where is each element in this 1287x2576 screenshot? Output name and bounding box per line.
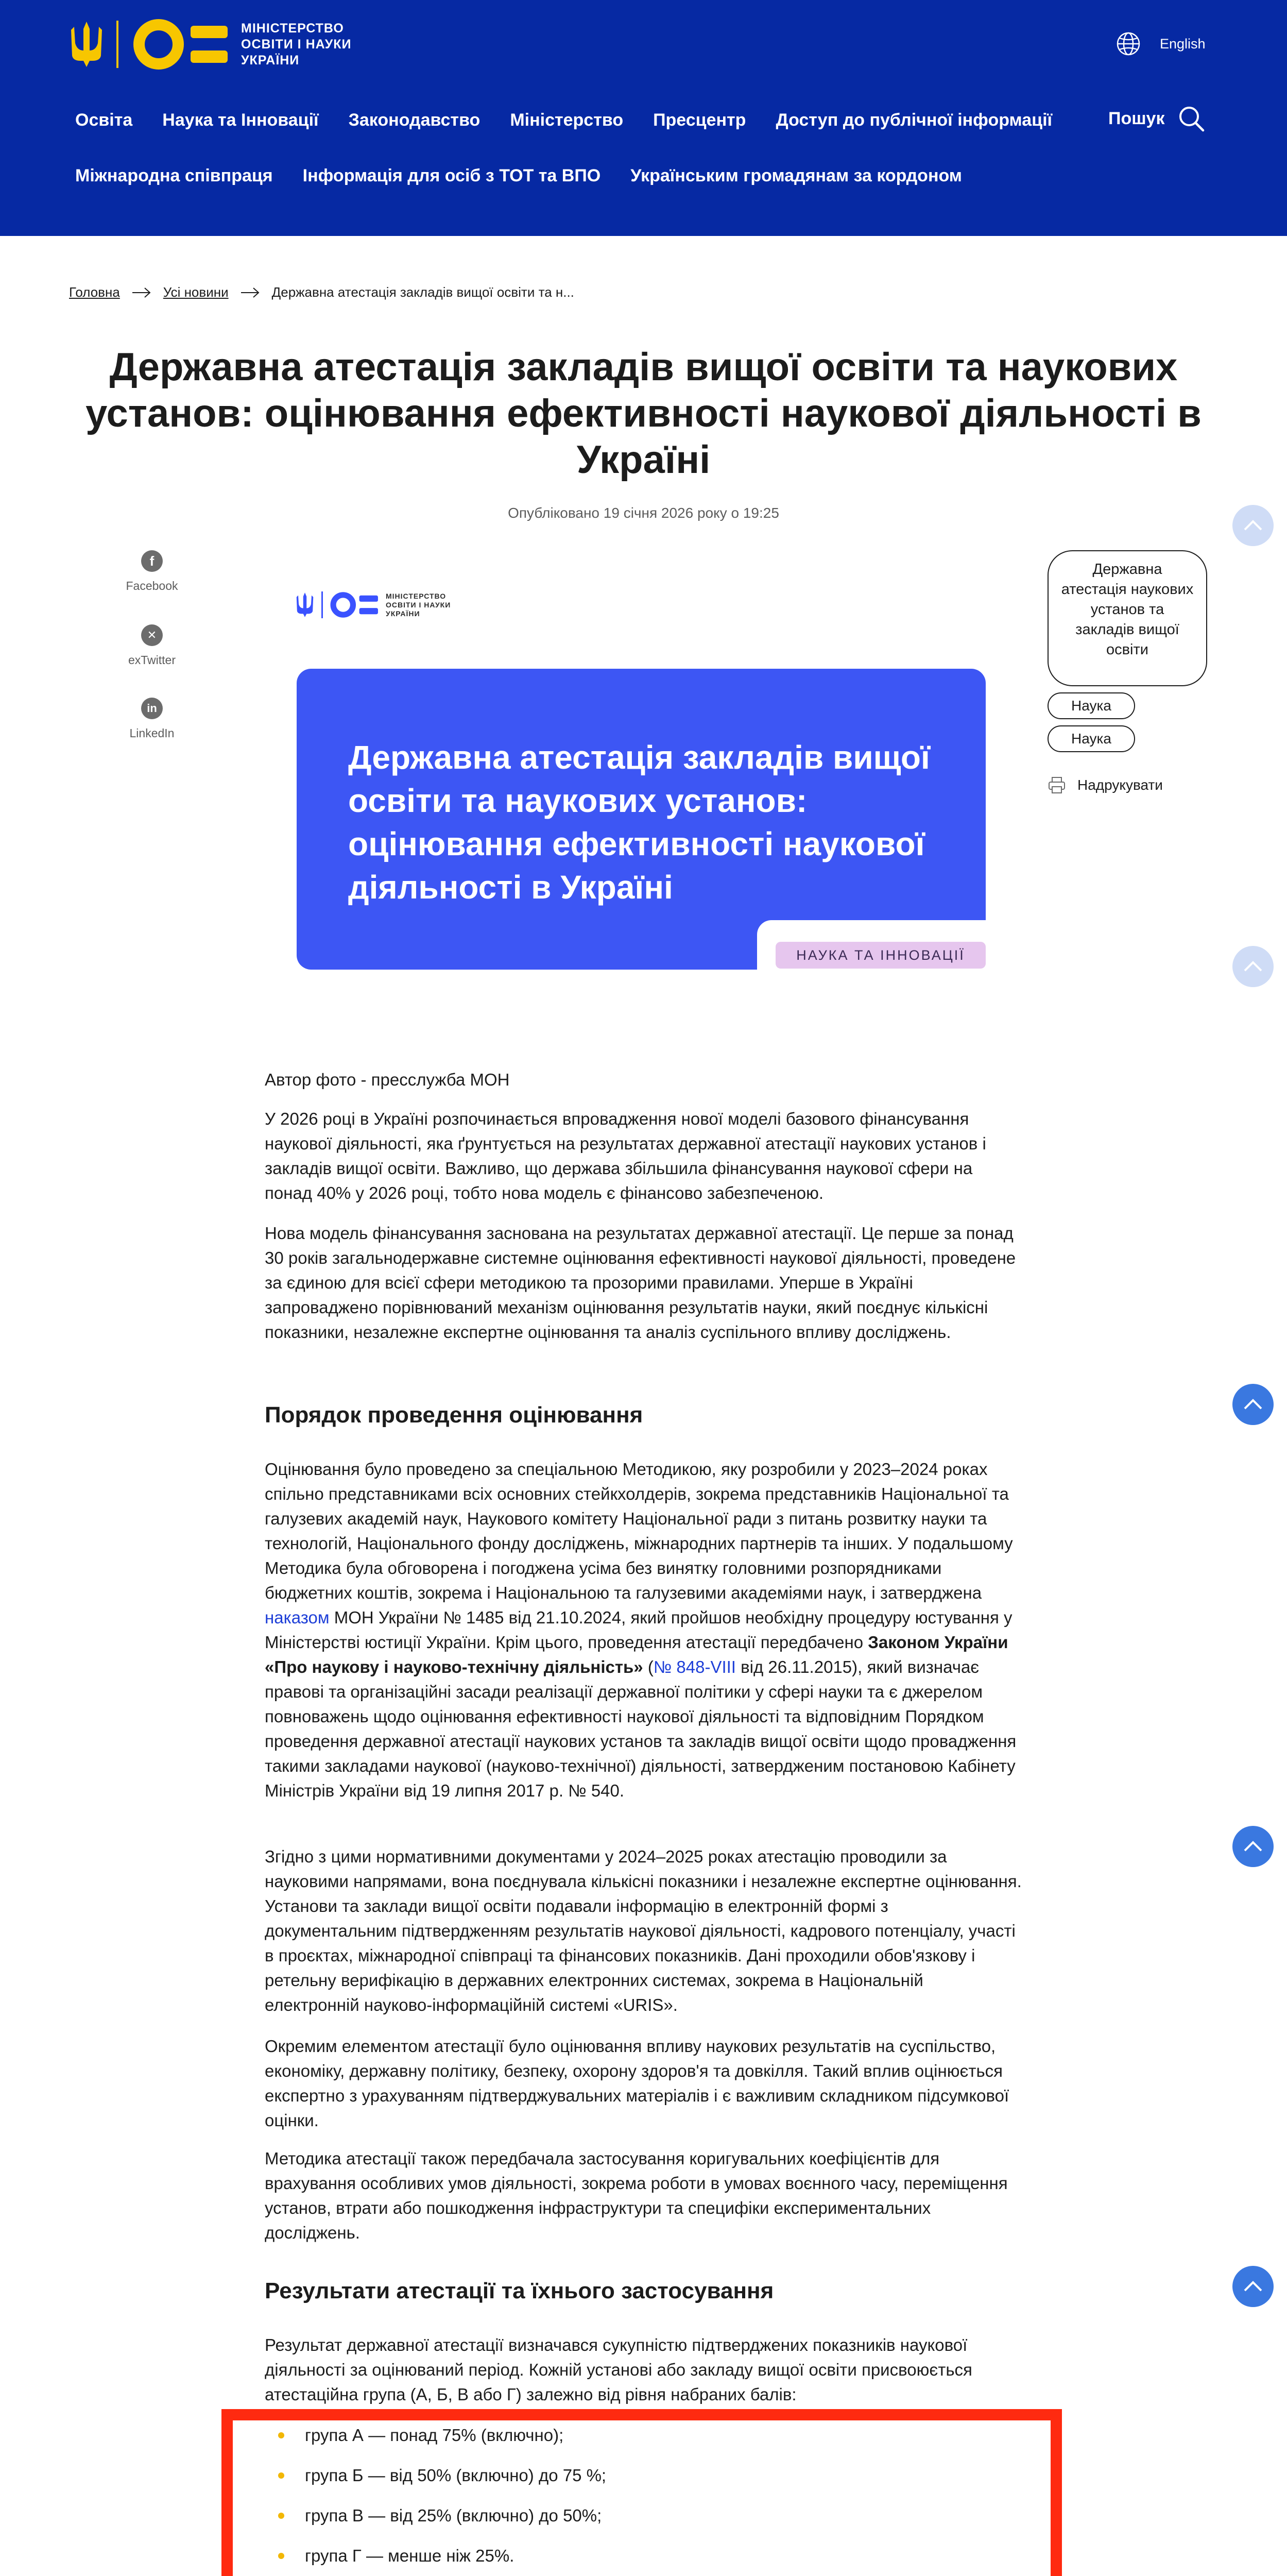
hero-category-badge: НАУКА ТА ІННОВАЦІЇ (776, 942, 986, 969)
chevron-up-icon (1243, 2277, 1263, 2296)
arrow-right-icon (240, 286, 261, 299)
list-item: група Б — від 50% (включно) до 75 %; (278, 2466, 606, 2485)
published-date: Опубліковано 19 січня 2026 року о 19:25 (508, 505, 779, 521)
article-paragraph: Оцінювання було проведено за спеціальною Методикою, яку розробили у 2023–2024 роках спільно представниками всіх основних стейкхолдерів, зокрема представників Національної та галузевих академій наук, Наукового комітету Національної ради з питань розвитку науки та технологій, Національного фонду досліджень, міжнародних партнерів та інших. У подальшому Методика була обговорена і погоджена усіма без винятку головними розпорядниками бюджетних коштів, зокрема і Національною та галузевими академіями наук, і затверджена наказом МОН України № 1485 від 21.10.2024, який пройшов необхідну процедуру юстування у Міністерстві юстиції України. Крім цього, проведення атестації передбачено Законом України «Про наукову і науково-технічну діяльність» (№ 848-VIII від 26.11.2015), який визначає правові та організаційні засади реалізації державної політики у сфері науки та є джерелом повноважень щодо оцінювання ефективності наукової діяльності та відповідним Порядком проведення державної атестації наукових установ та закладів вищої освіти щодо провадження такими закладами наукової (науково-технічної) діяльності, затвердженим постановою Кабінету Міністрів України від 19 липня 2017 р. № 540. (265, 1460, 1017, 1800)
hero-logo-text: МІНІСТЕРСТВО ОСВІТИ І НАУКИ УКРАЇНИ (386, 591, 451, 618)
breadcrumb (69, 284, 574, 300)
scroll-up-button[interactable] (1232, 1384, 1274, 1425)
law-name: Законом України «Про наукову і науково-технічну діяльність» (265, 1633, 1008, 1676)
search-icon (1177, 104, 1206, 133)
section-heading: Порядок проведення оцінювання (265, 1402, 643, 1428)
scroll-up-button[interactable] (1232, 505, 1274, 546)
globe-icon (1116, 31, 1141, 57)
search-label: Пошук (1108, 108, 1165, 128)
nav-education[interactable]: Освіта (75, 110, 133, 130)
share-linkedin-label: LinkedIn (129, 726, 175, 740)
photo-credit: Автор фото - пресслужба МОН (265, 1070, 510, 1089)
article-paragraph: Згідно з цими нормативними документами у 2024–2025 роках атестацію проводили за науковими напрямами, вона поєднувала кількісні показники і незалежне експертне оцінювання. Установи та заклади вищої освіти подавали інформацію в електронній формі з документальним підтвердженням результатів наукової діяльності, кадрового потенціалу, участі в проєктах, міжнародної співпраці та фінансових показників. Дані проходили обов'язкову і ретельну верифікацію в державних електронних системах, зокрема в Національній електронній науково-інформаційній системі «URIS». (265, 1847, 1022, 2014)
share-facebook[interactable] (124, 550, 180, 593)
share-twitter-label: exTwitter (128, 653, 176, 667)
nav-press-center[interactable]: Пресцентр (653, 110, 746, 130)
facebook-icon: f (141, 550, 163, 572)
share-facebook-label: Facebook (126, 579, 178, 592)
language-switch[interactable] (1116, 31, 1206, 57)
article-paragraph: Окремим елементом атестації було оцінювання впливу наукових результатів на суспільство, економіку, державну політику, безпеку, охорону здоров'я та довкілля. Такий вплив оцінюється експертно з урахуванням підтверджувальних матеріалів і є важливим складником підсумкової оцінки. (265, 2037, 1009, 2130)
printer-icon (1048, 776, 1066, 794)
nav-legislation[interactable]: Законодавство (348, 110, 481, 130)
tag-science-2[interactable]: Наука (1048, 725, 1135, 752)
list-item: група А — понад 75% (включно); (278, 2426, 563, 2445)
logo-divider (116, 21, 118, 68)
list-item: група В — від 25% (включно) до 50%; (278, 2506, 602, 2526)
chevron-up-icon (1243, 957, 1263, 976)
share-linkedin[interactable] (124, 698, 180, 740)
nav-abroad[interactable]: Українським громадянам за кордоном (630, 166, 962, 185)
nav-science[interactable]: Наука та Інновації (162, 110, 319, 130)
logo-divider (321, 591, 323, 618)
main-nav-row-2 (75, 166, 962, 186)
language-label: English (1160, 36, 1206, 52)
logo-text: МІНІСТЕРСТВО ОСВІТИ І НАУКИ УКРАЇНИ (241, 21, 352, 67)
chevron-up-icon (1243, 1395, 1263, 1414)
scroll-up-button[interactable] (1232, 1826, 1274, 1867)
nav-international[interactable]: Міжнародна співпраця (75, 166, 273, 185)
chevron-up-icon (1243, 516, 1263, 535)
nav-tot-vpo[interactable]: Інформація для осіб з ТОТ та ВПО (302, 166, 601, 185)
page-title: Державна атестація закладів вищої освіти та наукових установ: оцінювання ефективності наукової діяльності в Україні (85, 345, 1202, 482)
mon-mark-icon (133, 19, 231, 70)
list-item: група Г — менше ніж 25%. (278, 2546, 514, 2566)
hero-title: Державна атестація закладів вищої освіти та наукових установ: оцінювання ефективності наукової діяльності в Україні (348, 739, 930, 906)
trident-icon (70, 20, 103, 69)
chevron-up-icon (1243, 1837, 1263, 1856)
arrow-right-icon (131, 286, 152, 299)
scroll-up-button[interactable] (1232, 946, 1274, 987)
breadcrumb-home[interactable]: Головна (69, 284, 120, 300)
article-paragraph: Методика атестації також передбачала застосування коригувальних коефіцієнтів для врахування особливих умов діяльності, зокрема роботи в умовах воєнного часу, переміщення установ, втрати або пошкодження інфраструктури та специфіки експериментальних досліджень. (265, 2149, 1008, 2242)
section-heading: Результати атестації та їхнього застосування (265, 2278, 774, 2303)
order-link[interactable]: наказом (265, 1608, 330, 1627)
site-header (0, 0, 1287, 236)
mon-mark-icon (330, 591, 380, 618)
highlight-box (221, 2409, 1062, 2576)
nav-ministry[interactable]: Міністерство (510, 110, 624, 130)
article-paragraph: Результат державної атестації визначався сукупністю підтверджених показників наукової діяльності за оцінюваний період. Кожній установі або закладу вищої освіти присвоюється атестаційна група (А, Б, В або Г) залежно від рівня набраних балів: (265, 2335, 972, 2404)
x-twitter-icon: ✕ (141, 624, 163, 646)
linkedin-icon: in (141, 698, 163, 719)
article-paragraph: У 2026 році в Україні розпочинається впровадження нової моделі базового фінансування наукової діяльності, яка ґрунтується на результатах державної атестації наукових установ і закладів вищої освіти. Важливо, що держава збільшила фінансування наукової сфери на понад 40% у 2026 році, тобто нова модель є фінансово забезпеченою. (265, 1109, 986, 1202)
search-button[interactable] (1108, 104, 1206, 133)
trident-icon (296, 591, 314, 618)
breadcrumb-news[interactable]: Усі новини (163, 284, 229, 300)
breadcrumb-current: Державна атестація закладів вищої освіти та н... (271, 284, 574, 300)
print-button[interactable] (1048, 776, 1163, 794)
ministry-logo[interactable] (70, 19, 352, 70)
law-number-link[interactable]: № 848-VIII (653, 1657, 736, 1676)
tag-state-attestation[interactable]: Державна атестація наукових установ та закладів вищої освіти (1048, 550, 1207, 686)
print-label: Надрукувати (1077, 777, 1163, 793)
share-twitter[interactable] (124, 624, 180, 667)
article-paragraph: Нова модель фінансування заснована на результатах державної атестації. Це перше за понад 30 років загальнодержавне системне оцінювання ефективності наукової діяльності, проведене за єдиною для всієї сфери методикою та прозорими правилами. Уперше в Україні запроваджено порівнюваний механізм оцінювання результатів науки, який поєднує кількісні показники, незалежне експертне оцінювання та аналіз суспільного впливу досліджень. (265, 1224, 1016, 1342)
scroll-up-button[interactable] (1232, 2266, 1274, 2307)
nav-public-info[interactable]: Доступ до публічної інформації (776, 110, 1053, 130)
tag-science-1[interactable]: Наука (1048, 692, 1135, 719)
hero-ministry-logo (296, 591, 451, 618)
main-nav-row-1 (75, 110, 1052, 130)
